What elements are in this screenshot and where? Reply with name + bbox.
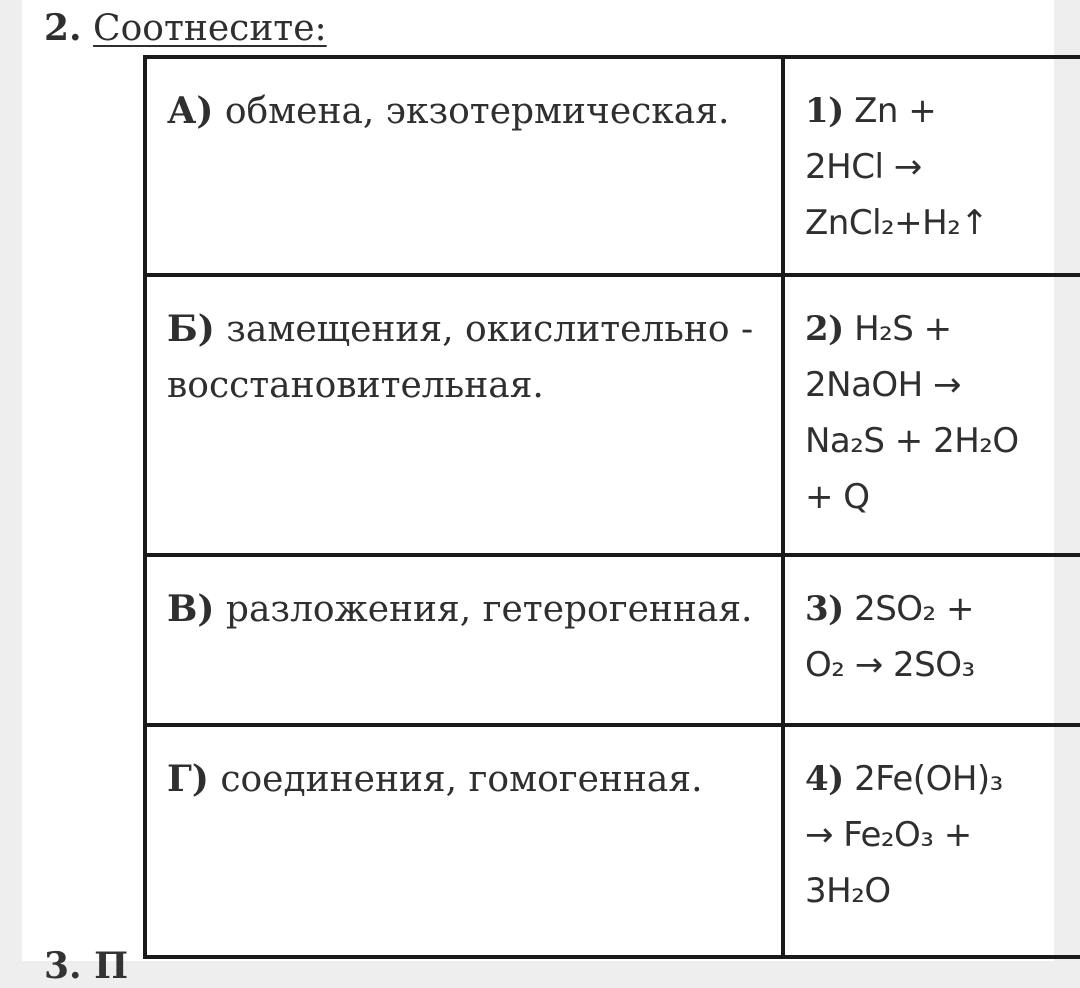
reaction-type-text: обмена, экзотермическая. (224, 91, 730, 132)
equation-line: 2NaOH → (805, 365, 962, 405)
task-number: 2. (44, 7, 82, 49)
matching-table (143, 55, 1080, 959)
equation-line (805, 301, 1080, 357)
reaction-type-label: Г) (167, 758, 209, 800)
equation-text: Zn + (854, 91, 937, 131)
equation-line (805, 581, 1080, 637)
equation-text: H₂S + (854, 309, 952, 349)
equation-line: + Q (805, 477, 870, 517)
equation-cell (783, 275, 1080, 555)
equation-label: 4) (805, 759, 844, 799)
table-row (145, 725, 1080, 957)
equation-cell (783, 57, 1080, 275)
equation-line: 2HCl → (805, 147, 922, 187)
equation-label: 3) (805, 589, 844, 629)
reaction-type-text: замещения, окислительно - восстановительная. (167, 309, 754, 406)
task-title: Соотнесите: (93, 8, 327, 49)
equation-text: 2SO₂ + (854, 589, 974, 629)
equation-line: ZnCl₂+H₂↑ (805, 203, 989, 243)
table-row (145, 275, 1080, 555)
reaction-type-label: А) (167, 90, 214, 132)
equation-line (805, 751, 1080, 807)
equation-line: O₂ → 2SO₃ (805, 645, 975, 685)
reaction-type-cell (145, 275, 783, 555)
equation-label: 1) (805, 91, 844, 131)
table-row (145, 555, 1080, 725)
equation-text: 2Fe(OH)₃ (854, 759, 1003, 799)
equation-cell (783, 555, 1080, 725)
equation-label: 2) (805, 309, 844, 349)
equation-cell (783, 725, 1080, 957)
equation-line: → Fe₂O₃ + (805, 815, 972, 855)
task-heading (44, 6, 327, 51)
equation-line: Na₂S + 2H₂O (805, 421, 1019, 461)
reaction-type-cell (145, 555, 783, 725)
reaction-type-text: разложения, гетерогенная. (225, 589, 753, 630)
equation-line: 3H₂O (805, 871, 891, 911)
next-task-partial: 3. П (44, 945, 129, 987)
table-row (145, 57, 1080, 275)
reaction-type-label: В) (167, 588, 215, 630)
equation-line (805, 83, 1080, 139)
reaction-type-label: Б) (167, 308, 215, 350)
reaction-type-cell (145, 725, 783, 957)
reaction-type-text: соединения, гомогенная. (220, 759, 703, 800)
reaction-type-cell (145, 57, 783, 275)
